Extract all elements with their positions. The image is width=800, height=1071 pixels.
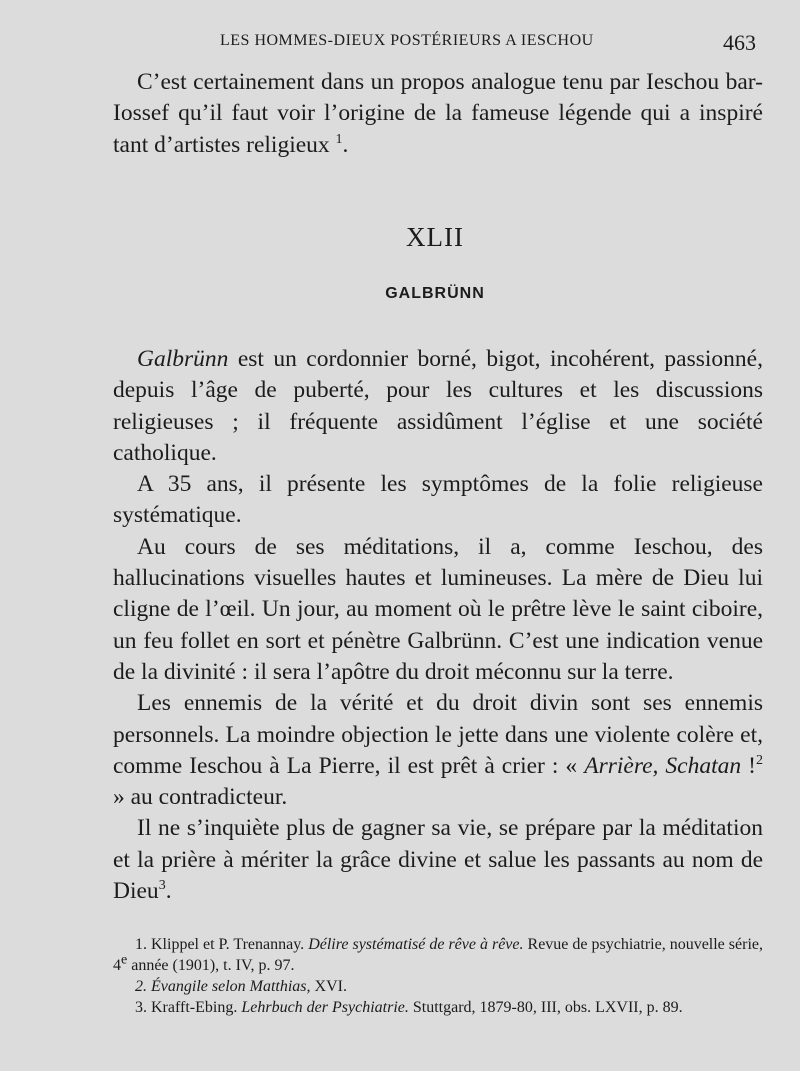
paragraph-4-text-a: Les ennemis de la vérité et du droit divin sont ses ennemis personnels. La moindre objection le jette dans une violente colère et, comme Ieschou à La Pierre, il est prêt à crier : « [113, 690, 763, 779]
page-number: 463 [723, 30, 756, 55]
paragraph-4 [113, 688, 763, 813]
footnote-ref-1: 1 [335, 131, 343, 147]
footnote-3-details: Stuttgard, 1879-80, III, obs. LXVII, p. 89. [408, 999, 683, 1016]
footnote-2 [113, 976, 763, 997]
paragraph-4-text-c: » au contradicteur. [113, 784, 288, 811]
footnote-1-author: 1. Klippel et P. Trenannay. [135, 936, 309, 953]
footnote-2-details: XVI. [310, 978, 347, 995]
footnote-1-source: Revue de psychiatrie, nouvelle série, 4 [113, 936, 763, 974]
paragraph-2 [113, 469, 763, 532]
intro-end: . [342, 131, 349, 158]
paragraph-1 [113, 344, 763, 469]
paragraph-4-quote: Arrière, Schatan [584, 752, 742, 779]
footnote-ref-2: 2 [756, 753, 763, 769]
footnote-2-title: 2. Évangile selon Matthias, [135, 978, 311, 995]
paragraph-4-text-b: ! [741, 752, 756, 779]
paragraph-5-end: . [165, 878, 172, 905]
paragraph-2-text: A 35 ans, il présente les symptômes de la folie religieuse systématique. [113, 471, 763, 529]
footnote-1-title: Délire systématisé de rêve à rêve. [308, 936, 524, 953]
paragraph-5-text: Il ne s’inquiète plus de gagner sa vie, se prépare par la méditation et la prière à mériter la grâce divine et salue les passants au nom de Dieu [113, 815, 763, 905]
intro-paragraph [113, 67, 763, 161]
footnote-3-title: Lehrbuch der Psychiatrie. [241, 999, 409, 1016]
paragraph-1-text: est un cordonnier borné, bigot, incohérent, passionné, depuis l’âge de puberté, pour les cultures et les discussions religieuses ; il fréquente assidûment l’église et une société catholique. [113, 346, 763, 466]
paragraph-5 [113, 813, 763, 907]
chapter-title: GALBRÜNN [385, 285, 485, 302]
footnote-3 [113, 997, 763, 1018]
paragraph-3-text: Au cours de ses méditations, il a, comme Ieschou, des hallucinations visuelles hautes et lumineuses. La mère de Dieu lui cligne de l’œil. Un jour, au moment où le prêtre lève le saint ciboire, un feu follet en sort et pénètre Galbrünn. C’est une indication venue de la divinité : il sera l’apôtre du droit méconnu sur la terre. [113, 533, 763, 685]
footnote-3-author: 3. Krafft-Ebing. [135, 999, 242, 1016]
subject-name: Galbrünn [137, 346, 229, 372]
page-header [0, 30, 800, 58]
chapter-number: XLII [406, 222, 464, 252]
chapter-body [113, 344, 763, 907]
intro-text: C’est certainement dans un propos analogue tenu par Ieschou bar-Iossef qu’il faut voir l’origine de la fameuse légende qui a inspiré tant d’artistes religieux [113, 69, 763, 158]
footnote-ref-3: 3 [158, 878, 166, 894]
footnote-1 [113, 934, 763, 976]
footnote-1-details: année (1901), t. IV, p. 97. [127, 957, 295, 974]
running-head: LES HOMMES-DIEUX POSTÉRIEURS A IESCHOU [220, 32, 594, 49]
paragraph-3 [113, 532, 763, 688]
footnotes [113, 934, 763, 1018]
footnote-1-superscript: e [121, 952, 128, 968]
